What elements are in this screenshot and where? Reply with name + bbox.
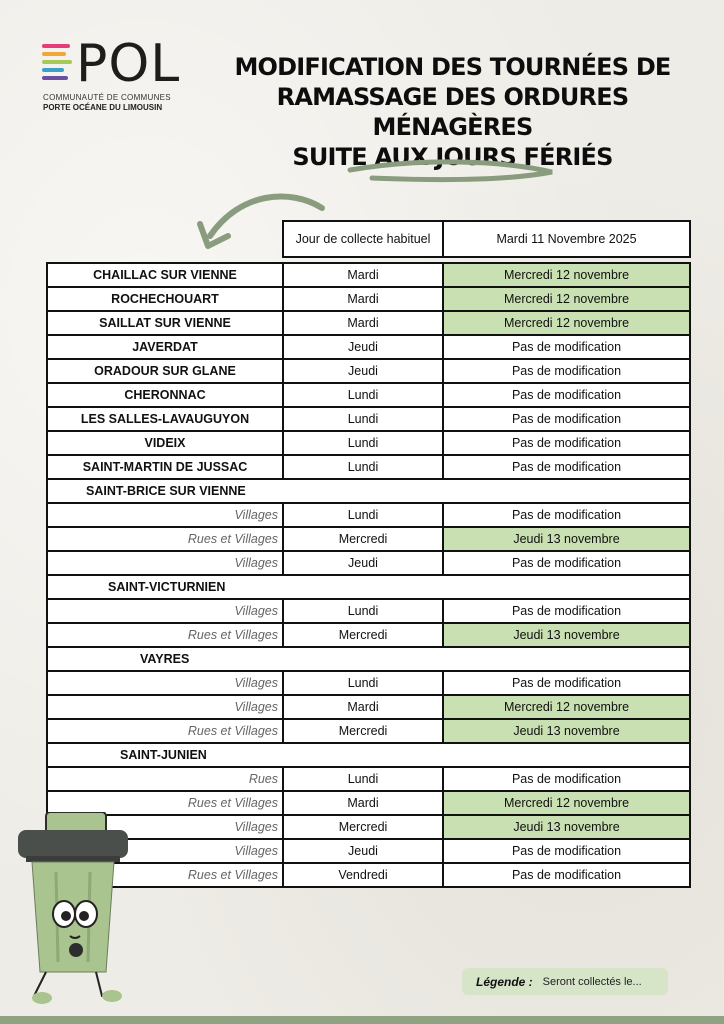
new-day: Pas de modification: [443, 863, 690, 887]
new-day: Jeudi 13 novembre: [443, 623, 690, 647]
trash-bin-mascot-icon: [12, 812, 134, 1008]
new-day: Jeudi 13 novembre: [443, 719, 690, 743]
table-row: [47, 311, 690, 335]
table-row: [47, 719, 690, 743]
usual-day: Mercredi: [283, 815, 443, 839]
table-row: [47, 455, 690, 479]
new-day: Pas de modification: [443, 839, 690, 863]
new-day: Pas de modification: [443, 767, 690, 791]
usual-day: Jeudi: [283, 335, 443, 359]
table-row: [47, 815, 690, 839]
table-row: [47, 839, 690, 863]
zone-label: Villages: [47, 551, 283, 575]
usual-day: Jeudi: [283, 551, 443, 575]
commune-name: SAINT-MARTIN DE JUSSAC: [47, 455, 283, 479]
new-day: Pas de modification: [443, 503, 690, 527]
new-day: Pas de modification: [443, 599, 690, 623]
usual-day: Mardi: [283, 311, 443, 335]
table-row: [47, 407, 690, 431]
commune-name: CHAILLAC SUR VIENNE: [47, 263, 283, 287]
new-day: Mercredi 12 novembre: [443, 791, 690, 815]
usual-day: Mercredi: [283, 623, 443, 647]
usual-day: Jeudi: [283, 359, 443, 383]
usual-day: Jeudi: [283, 839, 443, 863]
commune-name: JAVERDAT: [47, 335, 283, 359]
title-line-3: SUITE AUX JOURS FÉRIÉS: [292, 143, 613, 171]
commune-name: VIDEIX: [47, 431, 283, 455]
table-row: [47, 359, 690, 383]
collection-table: [46, 220, 691, 888]
col-holiday-date: Mardi 11 Novembre 2025: [443, 221, 690, 257]
group-header: [47, 575, 690, 599]
usual-day: Mardi: [283, 791, 443, 815]
table-row: [47, 599, 690, 623]
legend-label: Légende :: [476, 974, 533, 989]
group-header: [47, 647, 690, 671]
new-day: Pas de modification: [443, 671, 690, 695]
usual-day: Vendredi: [283, 863, 443, 887]
zone-label: Villages: [47, 503, 283, 527]
usual-day: Lundi: [283, 383, 443, 407]
zone-label: Villages: [47, 815, 283, 839]
zone-label: Rues: [47, 767, 283, 791]
legend: [462, 968, 668, 995]
usual-day: Lundi: [283, 767, 443, 791]
table-row: [47, 431, 690, 455]
logo-line-1: COMMUNAUTÉ DE COMMUNES: [43, 93, 171, 102]
zone-label: Villages: [47, 599, 283, 623]
zone-label: Rues et Villages: [47, 719, 283, 743]
brush-stroke-icon: [350, 162, 552, 180]
usual-day: Mardi: [283, 263, 443, 287]
usual-day: Lundi: [283, 431, 443, 455]
zone-label: Villages: [47, 839, 283, 863]
usual-day: Lundi: [283, 599, 443, 623]
table-row: [47, 695, 690, 719]
usual-day: Lundi: [283, 455, 443, 479]
new-day: Pas de modification: [443, 383, 690, 407]
new-day: Pas de modification: [443, 407, 690, 431]
new-day: Pas de modification: [443, 335, 690, 359]
usual-day: Lundi: [283, 503, 443, 527]
commune-name: ORADOUR SUR GLANE: [47, 359, 283, 383]
group-header: [47, 743, 690, 767]
zone-label: Villages: [47, 695, 283, 719]
usual-day: Mercredi: [283, 719, 443, 743]
commune-name: CHERONNAC: [47, 383, 283, 407]
table-header: [47, 221, 690, 257]
table-row: [47, 335, 690, 359]
group-name: VAYRES: [47, 647, 690, 671]
zone-label: Rues et Villages: [47, 623, 283, 647]
bottom-band: [0, 1016, 724, 1024]
zone-label: Rues et Villages: [47, 791, 283, 815]
group-name: SAINT-BRICE SUR VIENNE: [47, 479, 690, 503]
table-row: [47, 527, 690, 551]
new-day: Pas de modification: [443, 455, 690, 479]
zone-label: Villages: [47, 671, 283, 695]
new-day: Mercredi 12 novembre: [443, 311, 690, 335]
new-day: Mercredi 12 novembre: [443, 263, 690, 287]
table-row: [47, 671, 690, 695]
new-day: Pas de modification: [443, 551, 690, 575]
logo-line-2: PORTE OCÉANE DU LIMOUSIN: [43, 103, 163, 112]
commune-name: SAILLAT SUR VIENNE: [47, 311, 283, 335]
new-day: Mercredi 12 novembre: [443, 695, 690, 719]
usual-day: Lundi: [283, 407, 443, 431]
legend-text: Seront collectés le...: [542, 975, 642, 988]
table-row: [47, 863, 690, 887]
title-line-1: MODIFICATION DES TOURNÉES DE: [234, 53, 671, 81]
table-row: [47, 383, 690, 407]
new-day: Jeudi 13 novembre: [443, 815, 690, 839]
table-row: [47, 791, 690, 815]
table-row: [47, 287, 690, 311]
group-name: SAINT-JUNIEN: [47, 743, 690, 767]
zone-label: Rues et Villages: [47, 527, 283, 551]
zone-label: Rues et Villages: [47, 863, 283, 887]
group-header: [47, 479, 690, 503]
new-day: Jeudi 13 novembre: [443, 527, 690, 551]
usual-day: Mercredi: [283, 527, 443, 551]
usual-day: Mardi: [283, 287, 443, 311]
commune-name: ROCHECHOUART: [47, 287, 283, 311]
new-day: Mercredi 12 novembre: [443, 287, 690, 311]
table-row: [47, 623, 690, 647]
logo-wordmark: POL: [76, 34, 181, 94]
group-name: SAINT-VICTURNIEN: [47, 575, 690, 599]
title-line-2: RAMASSAGE DES ORDURES MÉNAGÈRES: [276, 83, 629, 141]
new-day: Pas de modification: [443, 359, 690, 383]
commune-name: LES SALLES-LAVAUGUYON: [47, 407, 283, 431]
new-day: Pas de modification: [443, 431, 690, 455]
col-usual-day: Jour de collecte habituel: [283, 221, 443, 257]
table-row: [47, 503, 690, 527]
table-row: [47, 263, 690, 287]
table-row: [47, 767, 690, 791]
table-row: [47, 551, 690, 575]
usual-day: Lundi: [283, 671, 443, 695]
usual-day: Mardi: [283, 695, 443, 719]
